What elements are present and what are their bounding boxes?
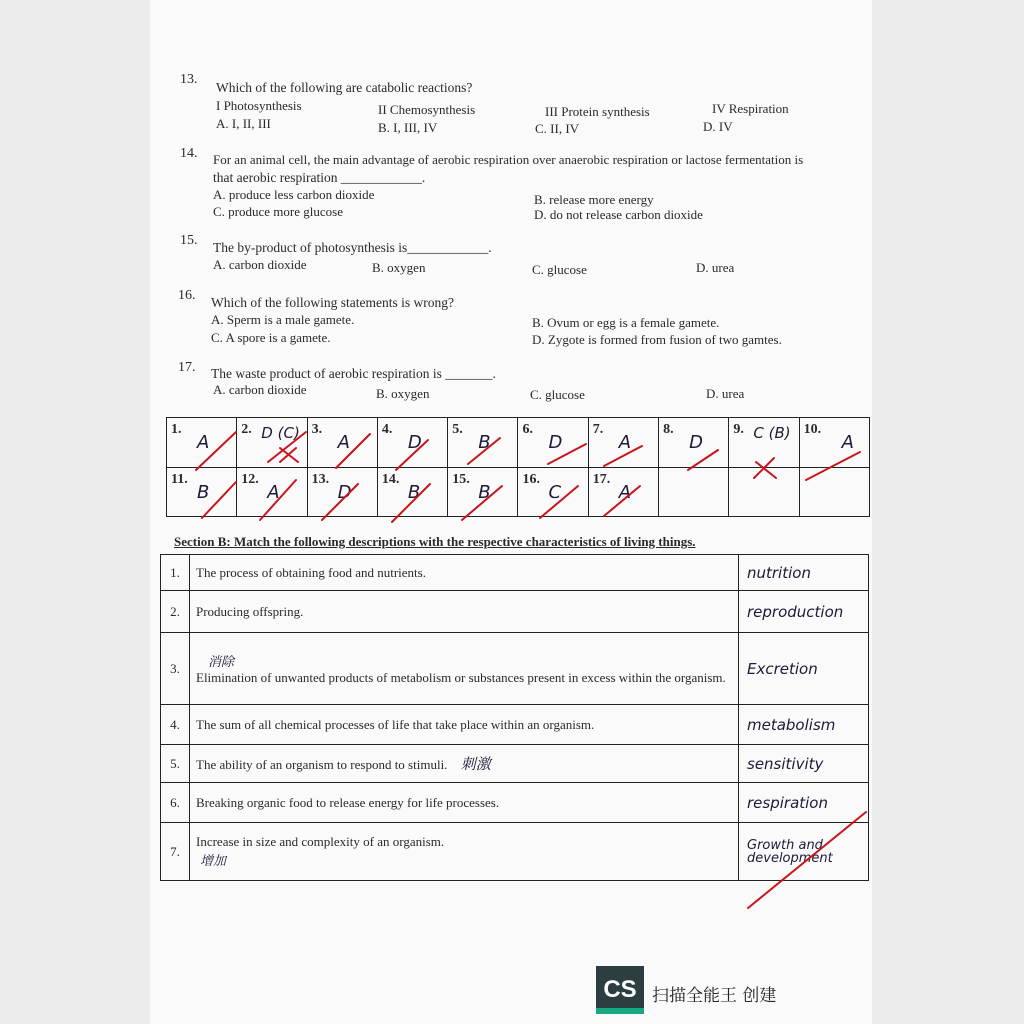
cell-answer: D	[337, 481, 352, 503]
row-number: 4.	[161, 705, 190, 745]
answer-cell	[377, 467, 447, 517]
table-row	[161, 633, 869, 705]
cell-number: 5.	[452, 422, 463, 437]
answer-cell-empty	[659, 467, 729, 517]
row-description: Breaking organic food to release energy for life processes.	[190, 783, 739, 823]
row-number: 3.	[161, 633, 190, 705]
cell-answer: B	[478, 481, 491, 503]
cell-number: 14.	[381, 471, 400, 487]
cell-answer: A	[618, 481, 632, 503]
table-row	[161, 783, 869, 823]
cell-answer: D	[548, 432, 563, 453]
row-description-text: The ability of an organism to respond to stimuli.	[196, 757, 448, 772]
answer-cell	[659, 418, 729, 468]
camscanner-caption: 扫描全能王 创建	[652, 986, 777, 1006]
row-answer: sensitivity	[739, 745, 869, 783]
question-17-text: The waste product of aerobic respiration is _______.	[211, 366, 496, 381]
row-description-text: Elimination of unwanted products of metabolism or substances present in excess within the organism.	[196, 670, 726, 685]
cell-answer: D (C)	[261, 424, 300, 442]
q17-option-d: D. urea	[706, 386, 745, 401]
q16-option-d: D. Zygote is formed from fusion of two gamtes.	[532, 332, 782, 347]
answer-cell	[167, 418, 237, 468]
cell-answer: C (B)	[753, 424, 791, 442]
answer-cell	[448, 467, 518, 517]
section-b-table	[160, 554, 869, 881]
cell-number: 6.	[522, 422, 533, 437]
q15-option-d: D. urea	[696, 260, 735, 275]
handwritten-note: 增加	[200, 854, 227, 869]
q16-option-c: C. A spore is a gamete.	[211, 330, 331, 345]
question-16-number: 16.	[178, 288, 196, 303]
q17-option-c: C. glucose	[530, 387, 585, 402]
q13-option-d: D. IV	[703, 119, 733, 134]
answer-cell-empty	[729, 467, 799, 517]
answer-cell	[588, 418, 658, 468]
answer-grid-row-1	[167, 418, 870, 468]
table-row	[161, 823, 869, 881]
question-14-number: 14.	[180, 146, 198, 161]
cell-number: 9.	[733, 422, 744, 437]
row-description	[190, 823, 739, 881]
answer-cell	[518, 467, 588, 517]
answer-cell	[377, 418, 447, 468]
cell-answer: A	[841, 432, 854, 453]
q14-option-a: A. produce less carbon dioxide	[213, 187, 375, 202]
cell-number: 2.	[241, 422, 252, 437]
row-description: The process of obtaining food and nutrients.	[190, 555, 739, 591]
q14-option-d: D. do not release carbon dioxide	[534, 207, 703, 222]
section-b-title: Section B: Match the following descriptions with the respective characteristics of living things.	[174, 534, 696, 549]
q13-item-4: IV Respiration	[712, 101, 789, 116]
table-row	[161, 555, 869, 591]
question-17-number: 17.	[178, 360, 196, 375]
q13-option-c: C. II, IV	[535, 121, 580, 136]
table-row	[161, 705, 869, 745]
row-answer: respiration	[739, 783, 869, 823]
table-row	[161, 591, 869, 633]
q15-option-c: C. glucose	[532, 262, 587, 277]
question-16-text: Which of the following statements is wrong?	[211, 295, 454, 310]
cell-number: 13.	[311, 471, 330, 487]
question-15-number: 15.	[180, 233, 198, 248]
handwritten-note: 消除	[208, 655, 235, 670]
answer-cell	[167, 467, 237, 517]
question-13-number: 13.	[180, 72, 198, 87]
answer-cell	[518, 418, 588, 468]
row-description	[190, 633, 739, 705]
row-number: 7.	[161, 823, 190, 881]
camscanner-logo: CS	[596, 966, 644, 1014]
answer-cell	[799, 418, 869, 468]
cell-number: 15.	[452, 471, 470, 487]
answer-cell	[729, 418, 799, 468]
cell-number: 4.	[381, 422, 393, 437]
answer-grid	[166, 417, 870, 517]
cell-answer: D	[407, 432, 422, 453]
row-description-text: Increase in size and complexity of an organism.	[196, 834, 445, 849]
row-number: 6.	[161, 783, 190, 823]
cell-answer: A	[337, 432, 350, 453]
question-14-text-line2: that aerobic respiration ____________.	[213, 170, 426, 185]
row-answer: reproduction	[739, 591, 869, 633]
cell-answer: D	[689, 432, 703, 453]
q14-option-b: B. release more energy	[534, 192, 654, 207]
cell-number: 17.	[592, 471, 611, 487]
answer-cell	[588, 467, 658, 517]
question-14-text: For an animal cell, the main advantage of aerobic respiration over anaerobic respiration or lactose fermentation is	[213, 152, 804, 167]
q13-item-2: II Chemosynthesis	[378, 102, 476, 117]
cell-answer: B	[197, 481, 210, 503]
answer-cell	[448, 418, 518, 468]
cell-number: 7.	[592, 422, 604, 437]
q17-option-b: B. oxygen	[376, 386, 430, 401]
row-answer: nutrition	[739, 555, 869, 591]
q14-option-c: C. produce more glucose	[213, 204, 343, 219]
q15-option-a: A. carbon dioxide	[213, 257, 307, 272]
q16-option-a: A. Sperm is a male gamete.	[211, 312, 355, 327]
q13-item-3: III Protein synthesis	[545, 104, 650, 119]
cell-answer: A	[197, 432, 210, 453]
row-description: Producing offspring.	[190, 591, 739, 633]
answer-cell	[237, 467, 307, 517]
row-answer: metabolism	[739, 705, 869, 745]
answer-grid-row-2	[167, 467, 870, 517]
row-description	[190, 745, 739, 783]
cell-answer: B	[478, 432, 491, 453]
cell-answer: B	[407, 481, 421, 503]
cell-number: 8.	[663, 422, 674, 437]
row-number: 5.	[161, 745, 190, 783]
cell-number: 16.	[522, 471, 540, 487]
question-13-text: Which of the following are catabolic reactions?	[216, 80, 473, 95]
cell-number: 3.	[311, 422, 323, 437]
cell-number: 10.	[803, 422, 822, 437]
q15-option-b: B. oxygen	[372, 260, 426, 275]
q16-option-b: B. Ovum or egg is a female gamete.	[532, 315, 720, 330]
q17-option-a: A. carbon dioxide	[213, 382, 307, 397]
answer-cell	[237, 418, 307, 468]
row-answer: Excretion	[739, 633, 869, 705]
row-description: The sum of all chemical processes of life that take place within an organism.	[190, 705, 739, 745]
cell-answer: C	[548, 481, 562, 503]
row-answer: Growth and development	[739, 823, 869, 881]
answer-cell	[307, 467, 377, 517]
cell-answer: A	[267, 481, 280, 503]
cell-number: 1.	[171, 422, 182, 437]
row-number: 1.	[161, 555, 190, 591]
handwritten-note: 刺激	[460, 755, 491, 773]
table-row	[161, 745, 869, 783]
answer-cell-empty	[799, 467, 869, 517]
q13-option-a: A. I, II, III	[216, 116, 271, 131]
q13-option-b: B. I, III, IV	[378, 120, 438, 135]
cell-number: 12.	[241, 471, 259, 487]
question-15-text: The by-product of photosynthesis is____________.	[213, 240, 492, 255]
cell-answer: A	[618, 432, 632, 453]
row-number: 2.	[161, 591, 190, 633]
cell-number: 11.	[171, 471, 188, 487]
q13-item-1: I Photosynthesis	[216, 98, 302, 113]
answer-cell	[307, 418, 377, 468]
